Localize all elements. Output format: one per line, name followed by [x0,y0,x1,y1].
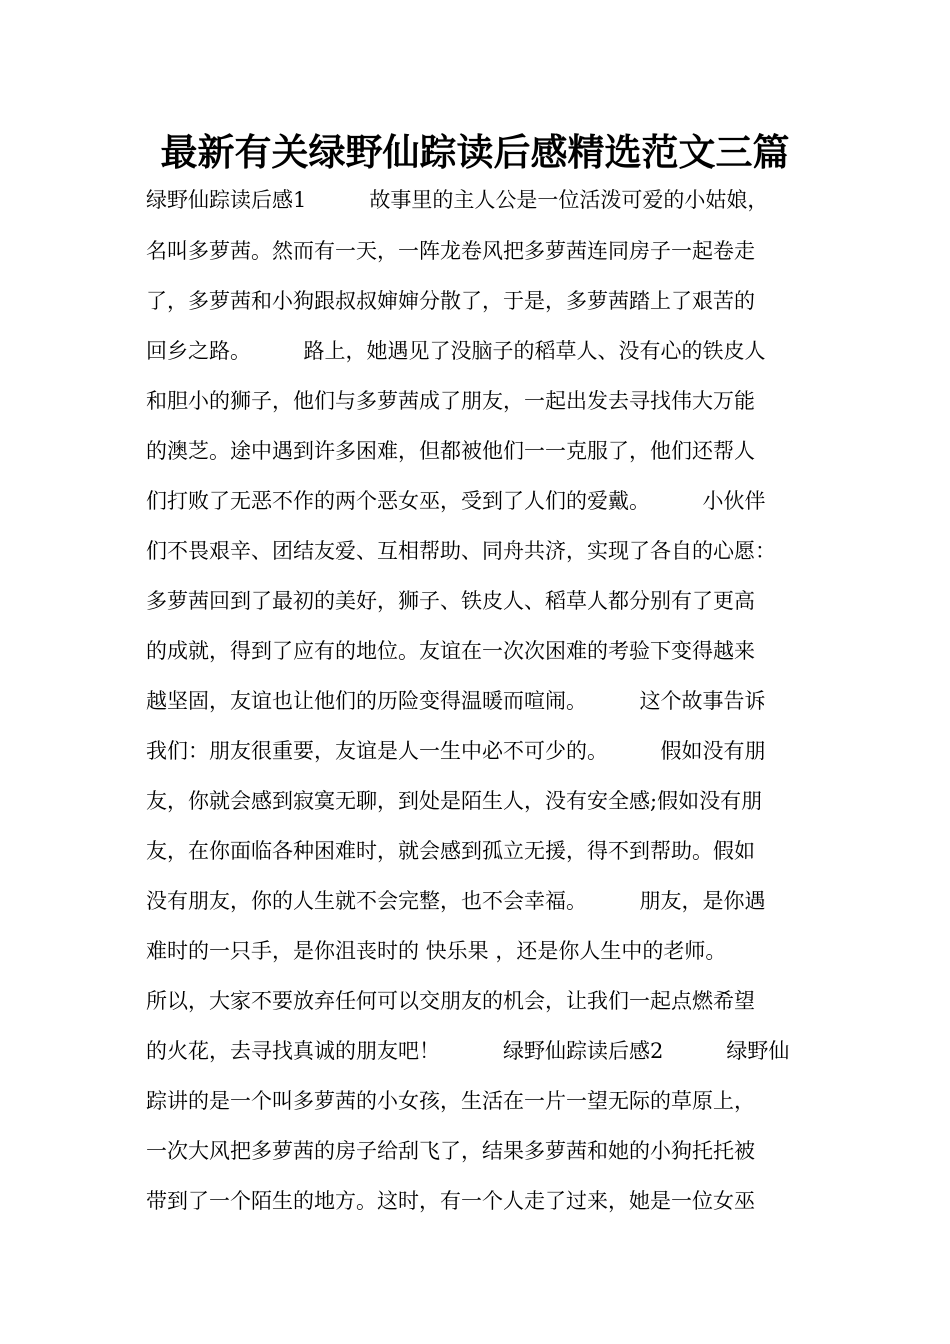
body-line: 带到了一个陌生的地方。这时，有一个人走了过来，她是一位女巫 [146,1189,755,1213]
body-line: 所以，大家不要放弃任何可以交朋友的机会，让我们一起点燃希望 [146,989,755,1013]
body-line: 友，在你面临各种困难时，就会感到孤立无援，得不到帮助。假如 [146,839,755,863]
body-line: 的成就，得到了应有的地位。友谊在一次次困难的考验下变得越来 [146,639,755,663]
body-line: 们不畏艰辛、团结友爱、互相帮助、同舟共济，实现了各自的心愿： [146,539,776,563]
body-line: 名叫多萝茜。然而有一天，一阵龙卷风把多萝茜连同房子一起卷走 [146,239,755,263]
body-line: 没有朋友，你的人生就不会完整，也不会幸福。 朋友，是你遇 [146,889,766,913]
body-line: 们打败了无恶不作的两个恶女巫，受到了人们的爱戴。 小伙伴 [146,489,766,513]
body-line: 多萝茜回到了最初的美好，狮子、铁皮人、稻草人都分别有了更高 [146,589,755,613]
body-line: 了，多萝茜和小狗跟叔叔婶婶分散了，于是，多萝茜踏上了艰苦的 [146,289,755,313]
body-line: 和胆小的狮子，他们与多萝茜成了朋友，一起出发去寻找伟大万能 [146,389,755,413]
body-line: 回乡之路。 路上，她遇见了没脑子的稻草人、没有心的铁皮人 [146,339,766,363]
body-line: 难时的一只手，是你沮丧时的 快乐果 ，还是你人生中的老师。 [146,939,727,963]
body-line: 绿野仙踪读后感1 故事里的主人公是一位活泼可爱的小姑娘， [146,188,769,212]
body-line: 的火花，去寻找真诚的朋友吧！ 绿野仙踪读后感2 绿野仙 [146,1039,790,1063]
body-line: 的澳芝。途中遇到许多困难，但都被他们一一克服了，他们还帮人 [146,439,755,463]
body-line: 越坚固，友谊也让他们的历险变得温暖而喧闹。 这个故事告诉 [146,689,766,713]
body-line: 踪讲的是一个叫多萝茜的小女孩，生活在一片一望无际的草原上， [146,1089,755,1113]
body-line: 一次大风把多萝茜的房子给刮飞了，结果多萝茜和她的小狗托托被 [146,1139,755,1163]
document-title: 最新有关绿野仙踪读后感精选范文三篇 [160,131,790,174]
body-line: 我们：朋友很重要，友谊是人一生中必不可少的。 假如没有朋 [146,739,766,763]
body-line: 友，你就会感到寂寞无聊，到处是陌生人，没有安全感;假如没有朋 [146,789,763,813]
